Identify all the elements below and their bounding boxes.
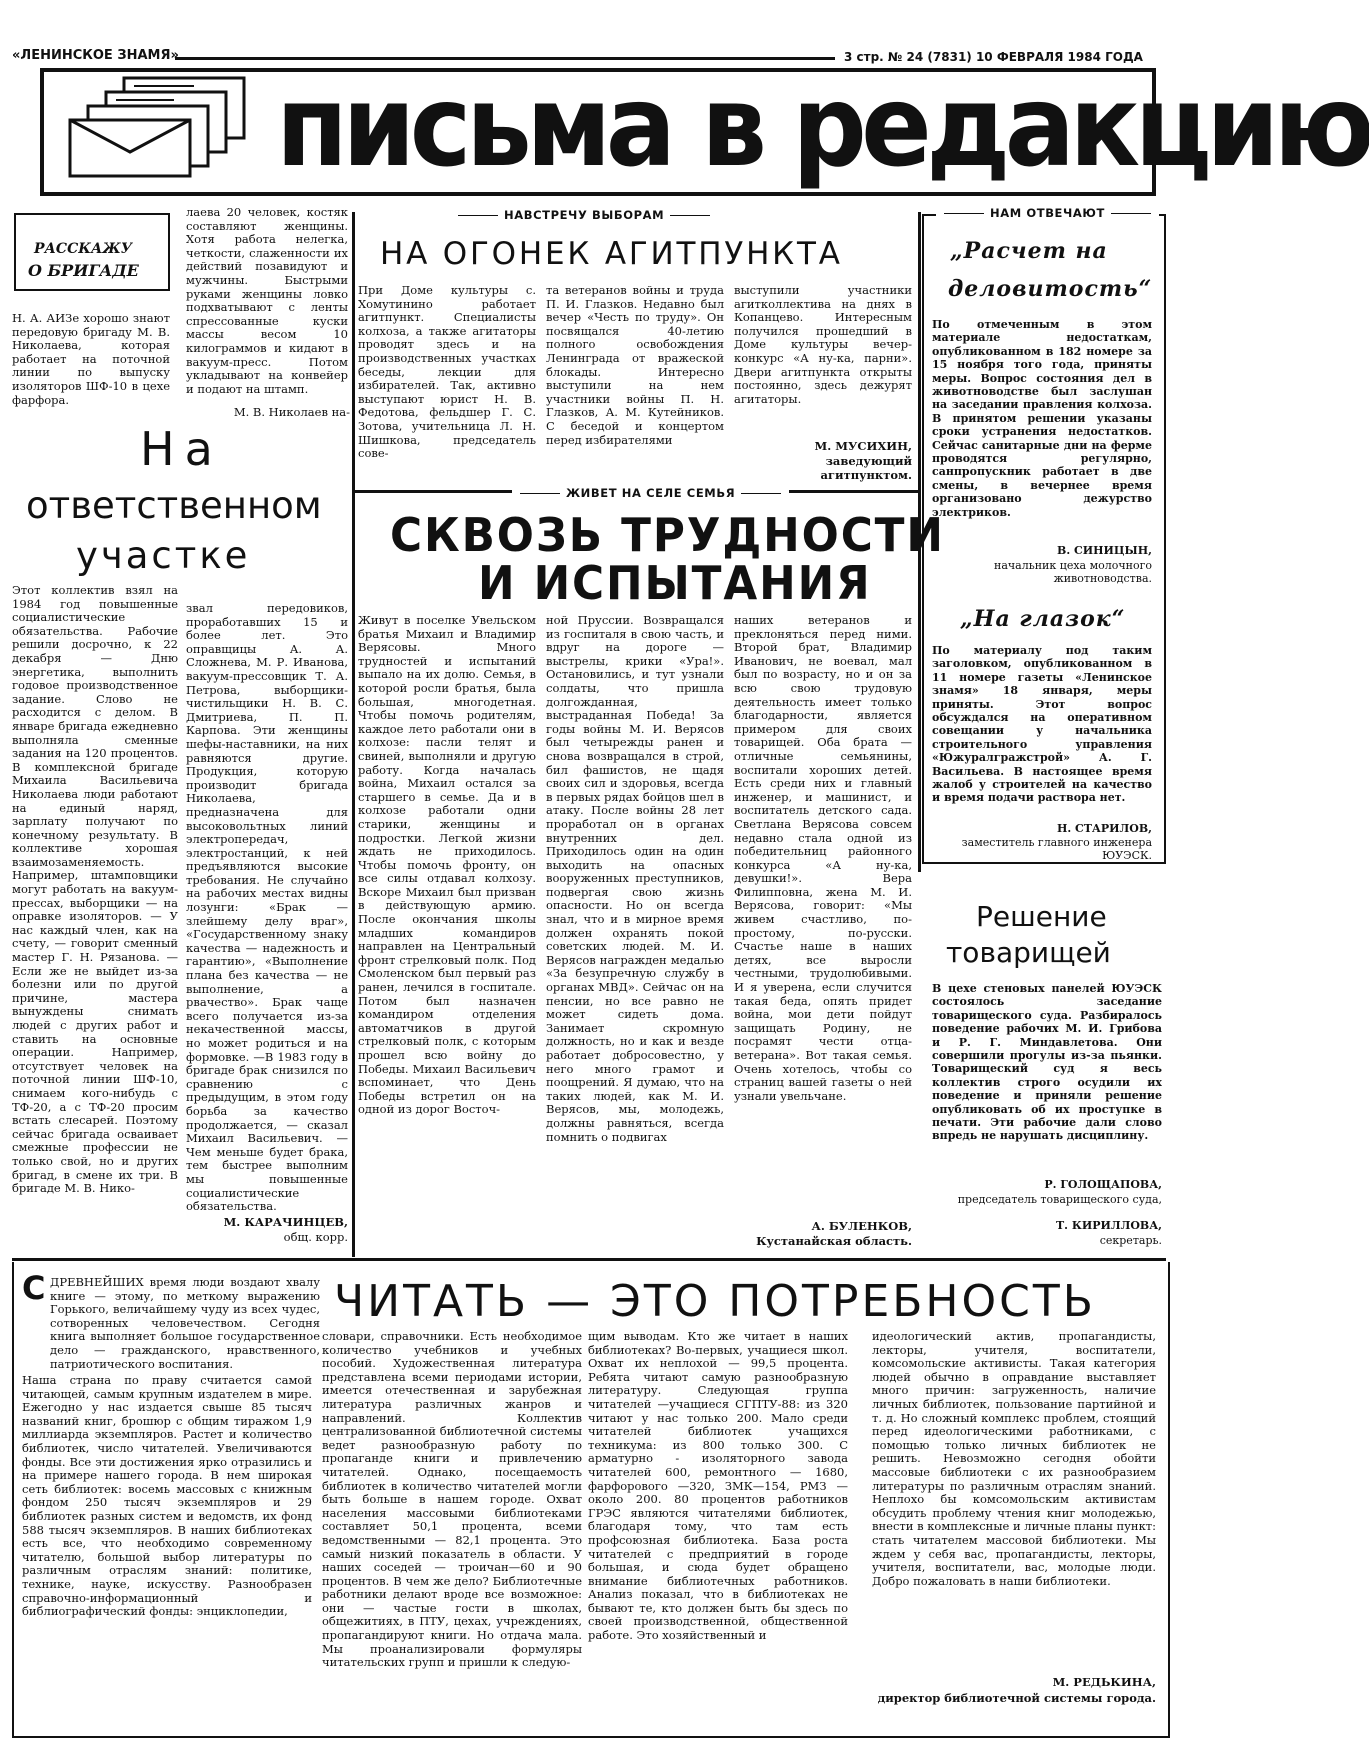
family-text-col2: ной Пруссии. Возвращался из госпиталя в свою часть, и вдруг на дороге — выстрелы, крики «Ура!». Остановились, и тут узнали солдаты, что пришла долгожданная, выстраданная Победа! За годы войны М. И. Верясов был четырежды ранен и снова возвращался в строй, бил фашистов, не щадя своих сил и здоровья, всегда в первых рядах бойцов шел в атаку. После войны 28 лет проработал он в органах внутренних дел. Приходилось один на один выходить на опасных вооруженных преступников, подвергая свою жизнь опасности. Но он всегда знал, что и в мирное время должен охранять покой советских людей. М. И. Верясов награжден медалью «За безупречную службу в органах МВД». Сейчас он на пенсии, но все равно не может сидеть дома. Занимает скромную должность, но и как и везде работает добросовестно, у него много грамот и поощрений. Я думаю, что на таких людей, как М. И. Верясов, мы, молодежь, должны равняться, всегда помнить о подвигах (546, 613, 724, 1144)
reading-text-col2: словари, справочники. Есть необходимое количество учебников и учебных пособий. Художественная литература представлена всеми периодами истории, имеется отечественная и зарубежная литература различных жанров и направлений. Коллектив централизованной библиотечной системы ведет разнообразную работу по пропаганде книги и привлечению читателей. Однако, посещаемость библиотек в количество читателей могли быть больше в нашем городе. Охват населения массовыми библиотеками составляет 50,1 процента, всеми ведомственными — 82,1 процента. Это самый низкий показатель в области. У наших соседей — троичан—60 и 90 процентов. В чем же дело? Библиотечные работники делают вроде все возможное: они — частые гости в школах, общежитиях, в ПТУ, цехах, учреждениях, пропагандируют книги. Но отдача мала. Мы проанализировали формуляры читательских групп и пришли к следую- (322, 1329, 582, 1670)
reading-dropcap: С (22, 1269, 46, 1307)
reading-sig-2: директор библиотечной системы города. (877, 1691, 1156, 1705)
answers-title-a2: деловитость“ (948, 276, 1153, 302)
reading-text-col1: Наша страна по праву считается самой читающей, самым крупным издателем в мире. Ежегодно у нас издается свыше 85 тысяч названий книг, брошюр с общим тиражом 1,9 миллиарда экземпляров. Растет и количество библиотек, число читателей. Увеличиваются фонды. Все эти достижения ярко отразились и на примере нашего города. В нем широкая сеть библиотек: восемь массовых с книжным фондом 250 тысяч экземпляров и 29 библиотек разных систем и ведомств, их фонд 588 тысяч экземпляров. В наших библиотеках есть все, что необходимо современному читателю, большой выбор литературы по различным отраслям знаний: политике, технике, науке, искусству. Разнообразен справочно-информационный и библиографический фонды: энциклопедии, (22, 1373, 312, 1619)
decision-sig-3: Т. КИРИЛЛОВА, (1055, 1219, 1162, 1232)
reading-title: ЧИТАТЬ — ЭТО ПОТРЕБНОСТЬ (334, 1276, 1096, 1327)
brigade-text-col2: лаева 20 человек, костяк составляют женщины. Хотя работа нелегка, четкости, слаженности их действий позавидуют и мужчины. Быстрыми руками женщины ловко подхватывают с ленты спрессованные куски массы весом 10 килограммов и кидают в вакуум-пресс. Потом укладывают на конвейер и подают на штамп. (186, 205, 348, 396)
agit-title: НА ОГОНЕК АГИТПУНКТА (380, 236, 843, 272)
issue-line: 3 стр. № 24 (7831) 10 ФЕВРАЛЯ 1984 ГОДА (844, 50, 1143, 64)
envelopes-icon (44, 72, 274, 184)
answers-sig-a2: начальник цеха молочного животноводства. (994, 559, 1152, 585)
answers-title-b: „На глазок“ (960, 606, 1126, 632)
answers-sig-b1: Н. СТАРИЛОВ, (1056, 822, 1152, 835)
otvet-sig-1: М. КАРАЧИНЦЕВ, (223, 1215, 348, 1229)
family-title-2: И ИСПЫТАНИЯ (478, 556, 872, 610)
reading-sig-1: М. РЕДЬКИНА, (1052, 1675, 1156, 1689)
otvet-text-col1: Этот коллектив взял на 1984 год повышенные социалистические обязательства. Рабочие решили досрочно, к 22 декабря — Дню энергетика, выполнить годовое производственное задание. Слово не расходится с делом. В январе бригада ежедневно выполняла сменные задания на 120 процентов. В комплексной бригаде Михаила Васильевича Николаева люди работают на единый наряд, зарплату получают по конечному результату. В коллективе хорошая взаимозаменяемость. Например, штамповщики могут работать на вакуум-прессах, выборщики — на оправке изоляторов. — У нас каждый член, как на счету, — говорит сменный мастер Г. Н. Рязанова. — Если же не выйдет из-за болезни или по другой причине, мастера вынуждены снимать людей с других работ и ставить на основные операции. Например, отсутствует человек на поточной линии ШФ-10, снимаем кого-нибудь с ТФ-20, а с ТФ-20 просим встать слесарей. Поэтому сейчас бригада осваивает смежные профессии не только свой, но и других бригад, в смене их три. В бригаде М. В. Нико- (12, 583, 178, 1196)
answers-text-b: По материалу под таким заголовком, опубликованном в 11 номере газеты «Ленинское знамя» 18 января, меры приняты. Этот вопрос обсуждался на оперативном совещании у начальника строительного управления «Южуралгражстрой» А. Г. Васильева. В настоящее время жалоб у строителей на качество и время подачи раствора нет. (932, 644, 1152, 805)
agit-sig-2: заведующий агитпунктом. (820, 454, 912, 482)
family-text-col1: Живут в поселке Увельском братья Михаил и Владимир Верясовы. Много трудностей и испытаний выпало на их долю. Семья, в которой росли братья, была большая, многодетная. Чтобы помочь родителям, каждое лето работали они в колхозе: пасли телят и свиней, выполняли и другую работу. Когда началась война, Михаил остался за старшего в семье. Да и в колхозе работали одни старики, женщины и подростки. Легкой жизни ждать не приходилось. Чтобы помочь фронту, он все силы отдавал колхозу. Вскоре Михаил был призван в действующую армию. После окончания школы младших командиров направлен на Центральный фронт стрелковый полк. Под Смоленском был первый раз ранен, лечился в госпитале. Потом был назначен командиром отделения автоматчиков в другой стрелковый полк, с которым прошел всю войну до Победы. Михаил Васильевич вспоминает, что День Победы встретил он на одной из дорог Восточ- (358, 613, 536, 1117)
family-sig-1: А. БУЛЕНКОВ, (811, 1219, 912, 1233)
answers-sig-a1: В. СИНИЦЫН, (1057, 544, 1152, 557)
family-sig-2: Кустанайская область. (756, 1234, 912, 1248)
decision-sig-4: секретарь. (1099, 1234, 1162, 1247)
brigade-badge: РАССКАЖУ О БРИГАДЕ (14, 213, 170, 291)
decision-sig-1: Р. ГОЛОЩАПОВА, (1044, 1178, 1162, 1191)
otvet-title-3: участке (76, 534, 251, 577)
family-text-col3: наших ветеранов и преклоняться перед ними. Второй брат, Владимир Иванович, не воевал, мал был по возрасту, но и он за всю свою трудовую деятельность имеет только благодарности, является примером для своих товарищей. Оба брата — отличные семьянины, воспитали хороших детей. Есть среди них и главный инженер, и машинист, и воспитатель детского сада. Светлана Верясова совсем недавно стала одной из победительниц районного конкурса «А ну-ка, девушки!». Вера Филипповна, жена М. И. Верясова, говорит: «Мы живем счастливо, по-простому, по-русски. Счастье наше в наших детях, все выросли честными, трудолюбивыми. И я уверена, если случится такая беда, опять придет война, мои дети пойдут защищать Родину, не посрамят чести отца-ветерана». Вот такая семья. Очень хотелось, чтобы со страниц вашей газеты о ней узнали увельчане. (734, 613, 912, 1103)
reading-text-col4: идеологический актив, пропагандисты, лекторы, учителя, воспитатели, комсомольские активисты. Такая категория людей обычно в оправдание выставляет много причин: загруженность, наличие личных библиотек, пользование партийной и т. д. Но сложный комплекс проблем, стоящий перед идеологическими работниками, с помощью только личных библиотек не решить. Невозможно сегодня обойти массовые библиотеки с их разнообразием литературы по различным отраслям знаний. Неплохо бы комсомольским активистам обсудить проблему чтения книг молодежью, внести в комплексные и личные планы пункт: стать читателем массовой библиотеки. Мы ждем у себя вас, пропагандисты, лекторы, учителя, воспитатели, вас, молодые люди. Добро пожаловать в наши библиотеки. (872, 1329, 1156, 1588)
answers-title-a1: „Расчет на (950, 238, 1108, 264)
reading-lead: ДРЕВНЕЙШИХ время люди воздают хвалу книге — этому, по меткому выражению Горького, величайшему чуду из всех чудес, сотворенных человечеством. Сегодня книга выполняет большое государственное дело — гражданского, нравственного, патриотического воспитания. (50, 1275, 320, 1371)
paper-name: «ЛЕНИНСКОЕ ЗНАМЯ» (12, 48, 179, 63)
otvet-sig-2: общ. корр. (283, 1230, 348, 1244)
otvet-title-2: ответственном (26, 484, 322, 527)
brigade-text-col1: Н. А. АИЗе хорошо знают передовую бригаду М. В. Николаева, которая работает на поточной линии по выпуску изоляторов ШФ-10 в цехе фарфора. (12, 311, 170, 407)
agit-sig-1: М. МУСИХИН, (814, 439, 912, 453)
answers-text-a: По отмеченным в этом материале недостаткам, опубликованном в 182 номере за 15 ноября того года, приняты меры. Вопрос состояния дел в животноводстве был заслушан на заседании правления колхоза. В принятом решении указаны сроки устранения недостатков. Сейчас санитарные дни на ферме проводятся регулярно, санпропускник работает в две смены, в вечернее время организовано дежурство электриков. (932, 318, 1152, 519)
reading-text-col3: щим выводам. Кто же читает в наших библиотеках? Во-первых, учащиеся школ. Охват их неплохой — 99,5 процента. Ребята читают самую разнообразную литературу. Следующая группа читателей —учащиеся СГПТУ-88: из 320 читают у нас только 200. Мало среди читателей библиотек учащихся техникума: из 800 только 300. С арматурно - изоляторного завода читателей 600, ремонтного — 1680, фарфорового —320, ЗМК—154, РМЗ — около 200. 80 процентов работников ГРЭС являются читателями библиотек, благодаря тому, что там есть профсоюзная библиотека. База роста читателей с предприятий в городе большая, и сюда будет обращено внимание библиотечных работников. Анализ показал, что в библиотеках не бывают те, кто должен быть бы здесь по своей производственной, общественной работе. Это хозяйственный и (588, 1329, 848, 1643)
banner-frame (40, 62, 1369, 196)
family-rubric: ЖИВЕТ НА СЕЛЕ СЕМЬЯ (512, 486, 789, 500)
family-title-1: СКВОЗЬ ТРУДНОСТИ (390, 508, 945, 562)
agit-text-col2: та ветеранов войны и труда П. И. Глазков. Недавно был вечер «Честь по труду». Он посвящался 40-летию полного освобождения Ленинграда от вражеской блокады. Интересно выступили на нем участники войны П. Н. Глазков, А. М. Кутейников. С беседой и концертом перед избирателями (546, 283, 724, 447)
decision-title-1: Решение (976, 900, 1107, 933)
brigade-signature: М. В. Николаев на- (233, 405, 350, 419)
decision-sig-2: председатель товарищеского суда, (957, 1193, 1162, 1206)
answers-sig-b2: заместитель главного инженера ЮУЭСК. (961, 836, 1152, 862)
answers-rubric: НАМ ОТВЕЧАЮТ (936, 206, 1159, 220)
decision-title-2: товарищей (946, 936, 1111, 969)
otvet-title-1: На (140, 422, 223, 476)
banner-title: письма в редакцию (276, 62, 1369, 192)
agit-rubric: НАВСТРЕЧУ ВЫБОРАМ (452, 208, 716, 222)
agit-text-col3: выступили участники агитколлектива на днях в Копанцево. Интересным получился прошедший в Доме культуры вечер-конкурс «А ну-ка, парни». Двери агитпункта открыты постоянно, здесь дежурят агитаторы. (734, 283, 912, 406)
agit-text-col1: При Доме культуры с. Хомутинино работает агитпункт. Специалисты колхоза, а также агитаторы проводят здесь и на производственных участках беседы, лекции для избирателей. Так, активно выступают юрист Н. В. Федотова, фельдшер Г. С. Зотова, учительница Л. Н. Шишкова, председатель сове- (358, 283, 536, 461)
decision-text: В цехе стеновых панелей ЮУЭСК состоялось заседание товарищеского суда. Разбиралось поведение рабочих М. И. Грибова и Р. Г. Миндавлетова. Они совершили прогулы из-за пьянки. Товарищеский суд я весь коллектив строго осудили их поведение и приняли решение опубликовать об их проступке в печати. Эти рабочие дали слово впредь не нарушать дисциплину. (932, 982, 1162, 1143)
otvet-text-col2: звал передовиков, проработавших 15 и более лет. Это оправщицы А. А. Сложнева, М. Р. Иванова, вакуум-прессовщик Т. А. Петрова, выборщики-чистильщики Н. В. С. Дмитриева, П. П. Карпова. Эти женщины шефы-наставники, на них равняются другие. Продукция, которую производит бригада Николаева, предназначена для высоковольтных линий электропередач, электростанций, к ней предъявляются высокие требования. Не случайно на рабочих местах видны лозунги: «Брак — злейшему делу враг», «Государственному знаку качества — надежность и гарантию», «Выполнение плана без качества — не выполнение, а рвачество». Брак чаще всего получается из-за некачественной массы, но может родиться и на формовке. —В 1983 году в бригаде брак снизился по сравнению с предыдущим, в этом году борьба за качество продолжается, — сказал Михаил Васильевич. — Чем меньше будет брака, тем быстрее выполним мы повышенные социалистические обязательства. (186, 601, 348, 1214)
